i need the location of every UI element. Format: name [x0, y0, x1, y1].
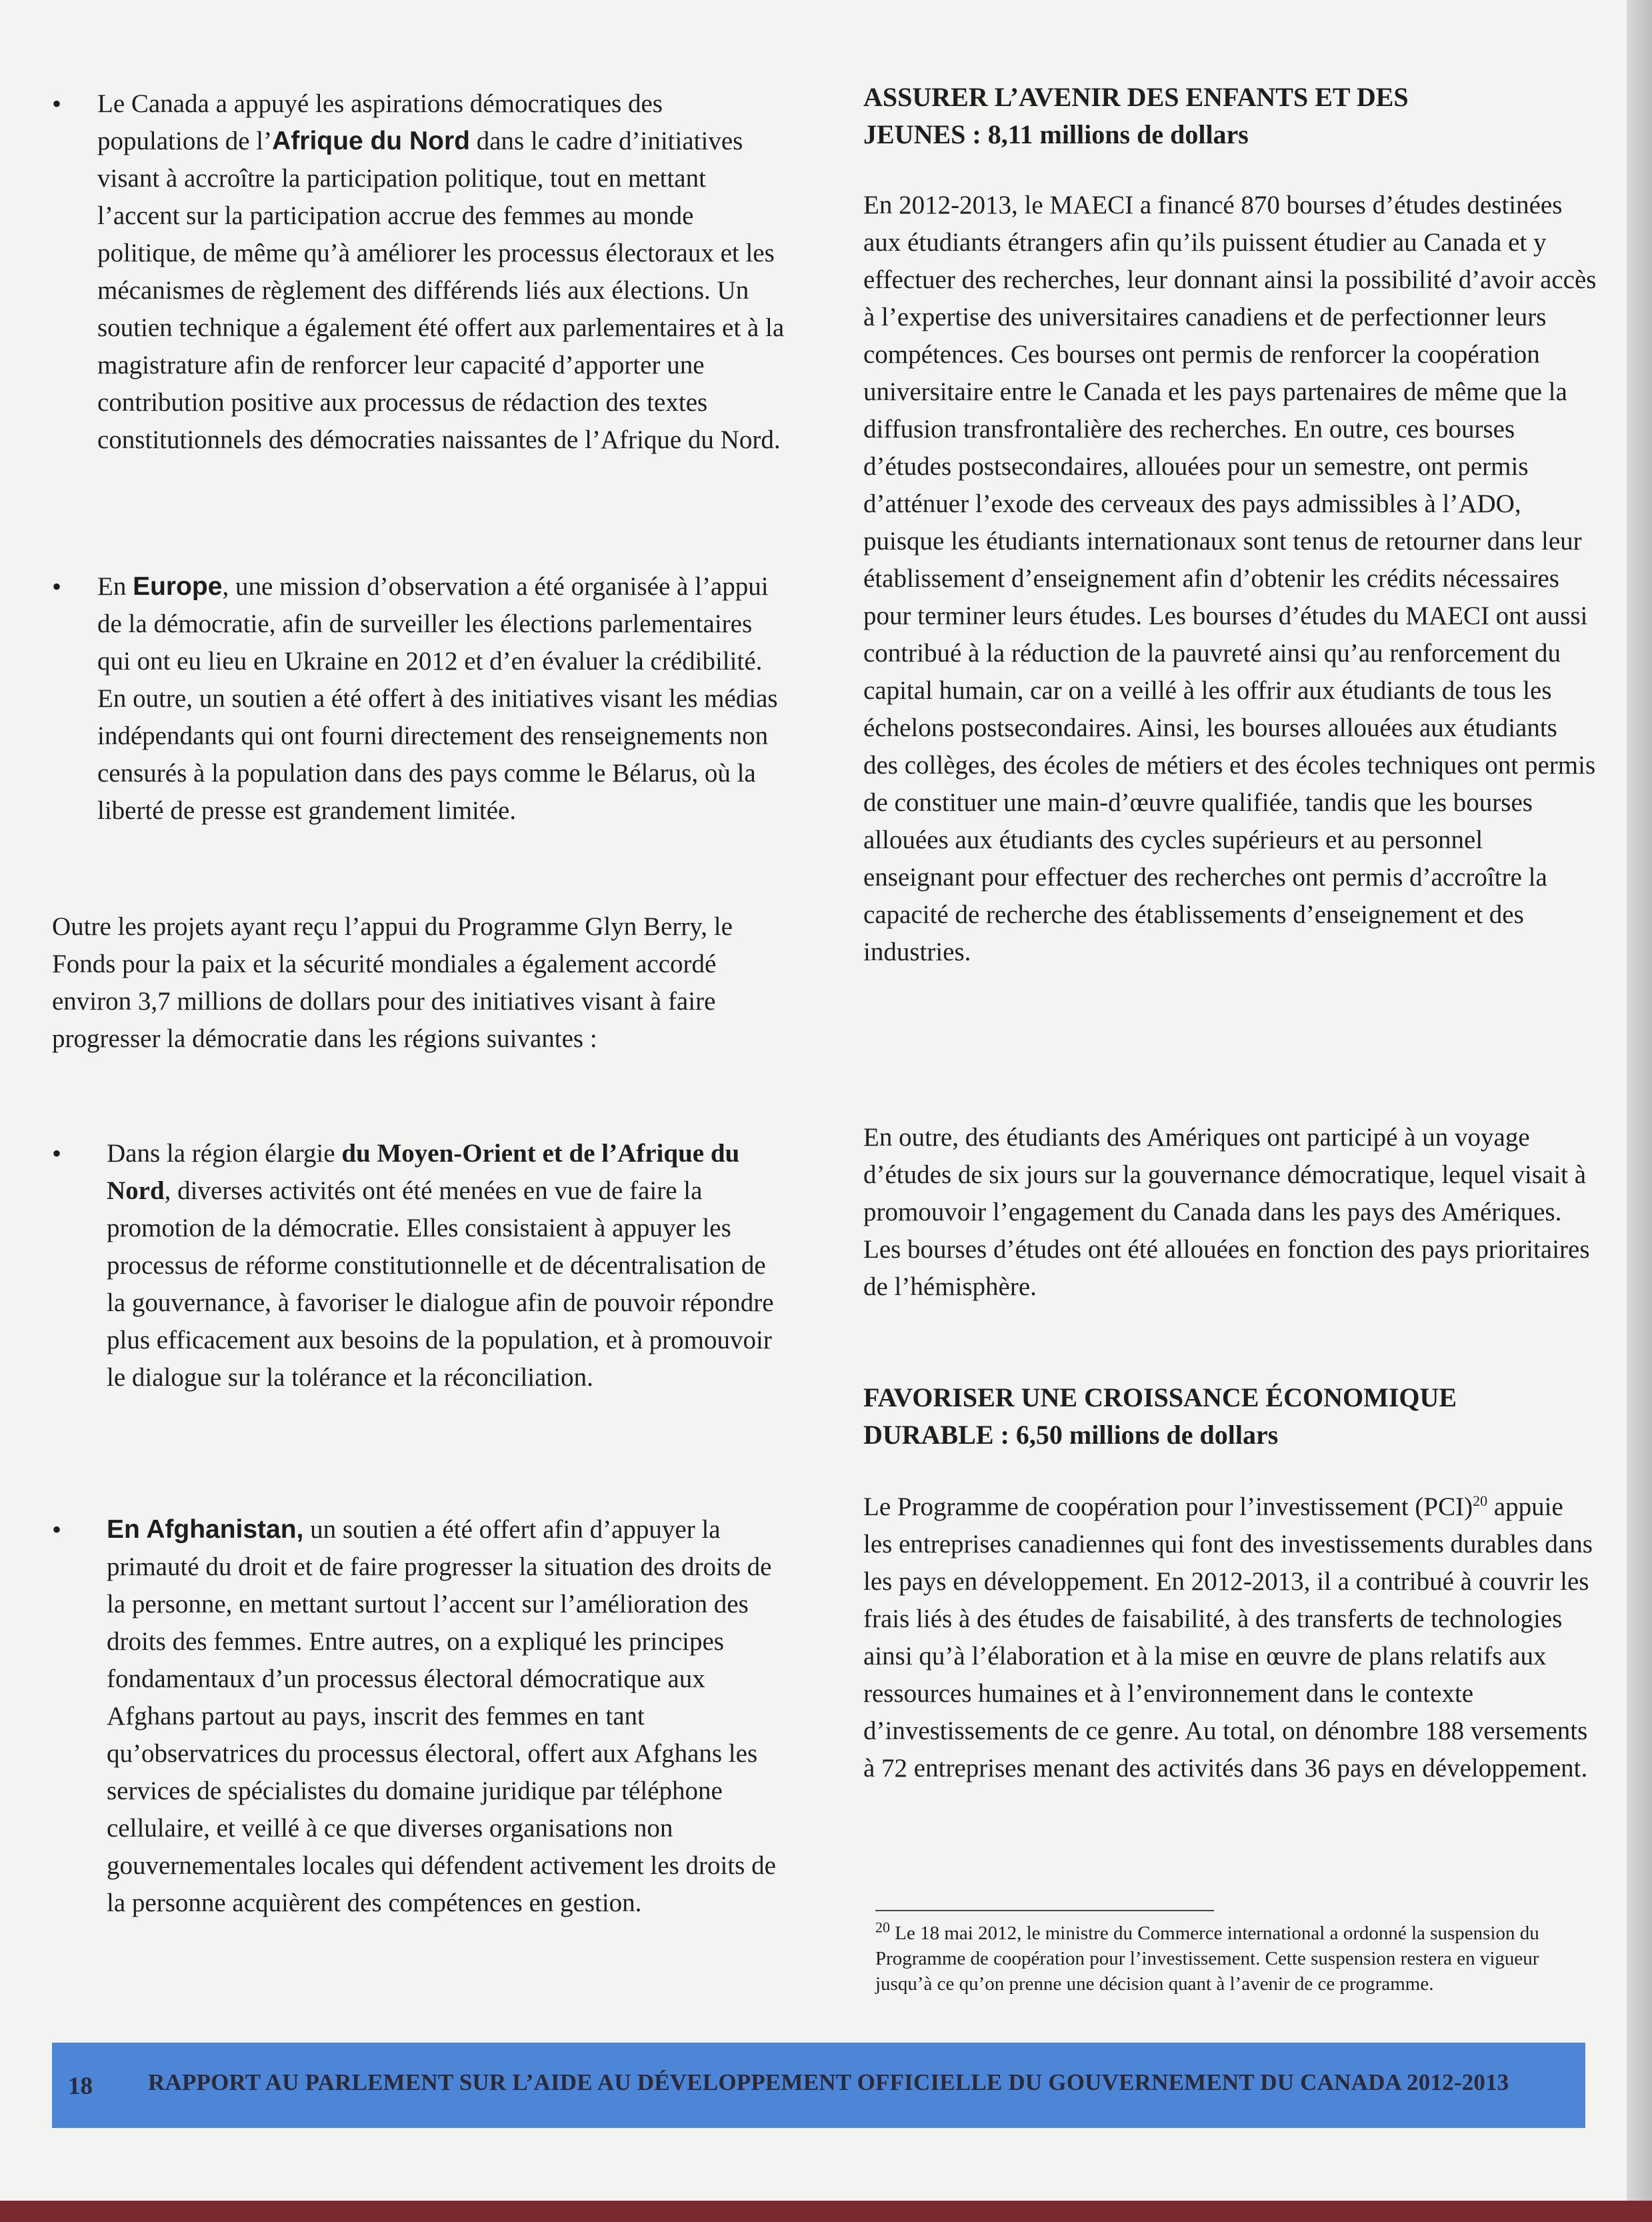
heading-line: FAVORISER UNE CROISSANCE ÉCONOMIQUE: [863, 1382, 1457, 1412]
text-run: appuie les entreprises canadiennes qui font des investissements durables dans les pays en développement. En 2012-2013, il a contribué à couvrir les frais liés à des études de faisabilité, à des transferts de technologies ainsi qu’à l’élaboration et à la mise en œuvre de plans relatifs aux ressources humaines et à l’environnement dans le contexte d’investissements de ce genre. Au total, on dénombre 188 versements à 72 entreprises menant des activités dans 36 pays en développement.: [863, 1492, 1593, 1783]
text-run: dans le cadre d’initiatives visant à accroître la participation politique, tout en mettant l’accent sur la participation accrue des femmes au monde politique, de même qu’à améliorer les processus électoraux et les mécanismes de règlement des différends liés aux élections. Un soutien technique a également été offert aux parlementaires et à la magistrature afin de renforcer leur capacité d’apporter une contribution positive aux processus de rédaction des textes constitutionnels des démocraties naissantes de l’Afrique du Nord.: [97, 127, 785, 454]
paragraph-text: Outre les projets ayant reçu l’appui du Programme Glyn Berry, le Fonds pour la paix et la sécurité mondiales a également accordé environ 3,7 millions de dollars pour des initiatives visant à faire progresser la démocratie dans les régions suivantes :: [52, 912, 733, 1053]
text-run: En: [97, 572, 133, 601]
text-run: Le Canada a appuyé les aspirations démocratiques des populations de l’: [97, 89, 663, 155]
text-run: , une mission d’observation a été organisée à l’appui de la démocratie, afin de surveiller les élections parlementaires qui ont eu lieu en Ukraine en 2012 et d’en évaluer la crédibilité. En outre, un soutien a été offert à des initiatives visant les médias indépendants qui ont fourni directement des renseignements non censurés à la population dans des pays comme le Bélarus, où la liberté de presse est grandement limitée.: [97, 572, 778, 825]
bullet-icon: •: [52, 1138, 62, 1168]
bullet-icon: •: [52, 89, 62, 119]
list-item-text: [97, 85, 785, 459]
list-item-text: [107, 1135, 785, 1396]
heading-line: ASSURER L’AVENIR DES ENFANTS ET DES: [863, 82, 1409, 112]
page-edge-shadow: [1627, 0, 1652, 2222]
bullet-icon: •: [52, 1514, 62, 1544]
text-run: Dans la région élargie: [107, 1139, 342, 1168]
paragraph-text: [863, 1488, 1597, 1787]
bold-region-name: Europe: [133, 572, 223, 601]
footnote-text: Le 18 mai 2012, le ministre du Commerce international a ordonné la suspension du Programme de coopération pour l’investissement. Cette suspension restera en vigueur jusqu’à ce qu’on prenne une décision quant à l’avenir de ce programme.: [875, 1923, 1539, 1995]
bold-region-name: En Afghanistan,: [107, 1515, 304, 1544]
bullet-icon: •: [52, 572, 62, 602]
paragraph-outre: [52, 908, 785, 1058]
footnote-number: 20: [875, 1919, 890, 1936]
heading-line: DURABLE : 6,50 millions de dollars: [863, 1420, 1279, 1450]
bold-region-name: Afrique du Nord: [272, 127, 470, 155]
paragraph-americas: [863, 1119, 1597, 1306]
list-item-text: [97, 568, 785, 830]
section-heading-growth: [863, 1379, 1597, 1454]
heading-line: JEUNES : 8,11 millions de dollars: [863, 119, 1249, 149]
text-run: , diverses activités ont été menées en vue de faire la promotion de la démocratie. Elles consistaient à appuyer les processus de réforme constitutionnelle et de décentralisation de la gouvernance, à favoriser le dialogue afin de pouvoir répondre plus efficacement aux besoins de la population, et à promouvoir le dialogue sur la tolérance et la réconciliation.: [107, 1176, 774, 1392]
footnote-divider: [875, 1910, 1214, 1911]
footnote-reference: 20: [1473, 1492, 1488, 1509]
paragraph-pci: [863, 1488, 1597, 1787]
section-heading-youth: [863, 79, 1597, 153]
paragraph-scholarships: [863, 187, 1597, 971]
list-item-text: [107, 1511, 785, 1922]
footer-title: RAPPORT AU PARLEMENT SUR L’AIDE AU DÉVELOPPEMENT OFFICIELLE DU GOUVERNEMENT DU CANADA 2012-2013: [148, 2069, 1509, 2095]
text-run: un soutien a été offert afin d’appuyer la primauté du droit et de faire progresser la situation des droits de la personne, en mettant surtout l’accent sur l’amélioration des droits des femmes. Entre autres, on a expliqué les principes fondamentaux d’un processus électoral démocratique aux Afghans partout au pays, inscrit des femmes en tant qu’observatrices du processus électoral, offert aux Afghans les services de spécialistes du domaine juridique par téléphone cellulaire, et veillé à ce que diverses organisations non gouvernementales locales qui défendent activement les droits de la personne acquièrent des compétences en gestion.: [107, 1515, 776, 1917]
page-bottom-edge: [0, 2201, 1652, 2222]
page-number: 18: [68, 2073, 93, 2100]
footnote: [875, 1921, 1595, 1997]
paragraph-text: En outre, des étudiants des Amériques ont participé à un voyage d’études de six jours sur la gouvernance démocratique, lequel visait à promouvoir l’engagement du Canada dans les pays des Amériques. Les bourses d’études ont été allouées en fonction des pays prioritaires de l’hémisphère.: [863, 1123, 1590, 1301]
footer-band: [52, 2043, 1585, 2128]
text-run: Le Programme de coopération pour l’investissement (PCI): [863, 1492, 1473, 1521]
paragraph-text: En 2012-2013, le MAECI a financé 870 bourses d’études destinées aux étudiants étrangers afin qu’ils puissent étudier au Canada et y effectuer des recherches, leur donnant ainsi la possibilité d’avoir accès à l’expertise des universitaires canadiens et de perfectionner leurs compétences. Ces bourses ont permis de renforcer la coopération universitaire entre le Canada et les pays partenaires de même que la diffusion transfrontalière des recherches. En outre, ces bourses d’études postsecondaires, allouées pour un semestre, ont permis d’atténuer l’exode des cerveaux des pays admissibles à l’ADO, puisque les étudiants internationaux sont tenus de retourner dans leur établissement d’enseignement afin d’obtenir les crédits nécessaires pour terminer leurs études. Les bourses d’études du MAECI ont aussi contribué à la réduction de la pauvreté ainsi qu’au renforcement du capital humain, car on a veillé à les offrir aux étudiants de tous les échelons postsecondaires. Ainsi, les bourses allouées aux étudiants des collèges, des écoles de métiers et des écoles techniques ont permis de constituer une main-d’œuvre qualifiée, tandis que les bourses allouées aux étudiants des cycles supérieurs et au personnel enseignant pour effectuer des recherches ont permis d’accroître la capacité de recherche des établissements d’enseignement et des industries.: [863, 191, 1597, 966]
bold-region-name: du Moyen-Orient et de l’Afrique du Nord: [107, 1139, 740, 1205]
